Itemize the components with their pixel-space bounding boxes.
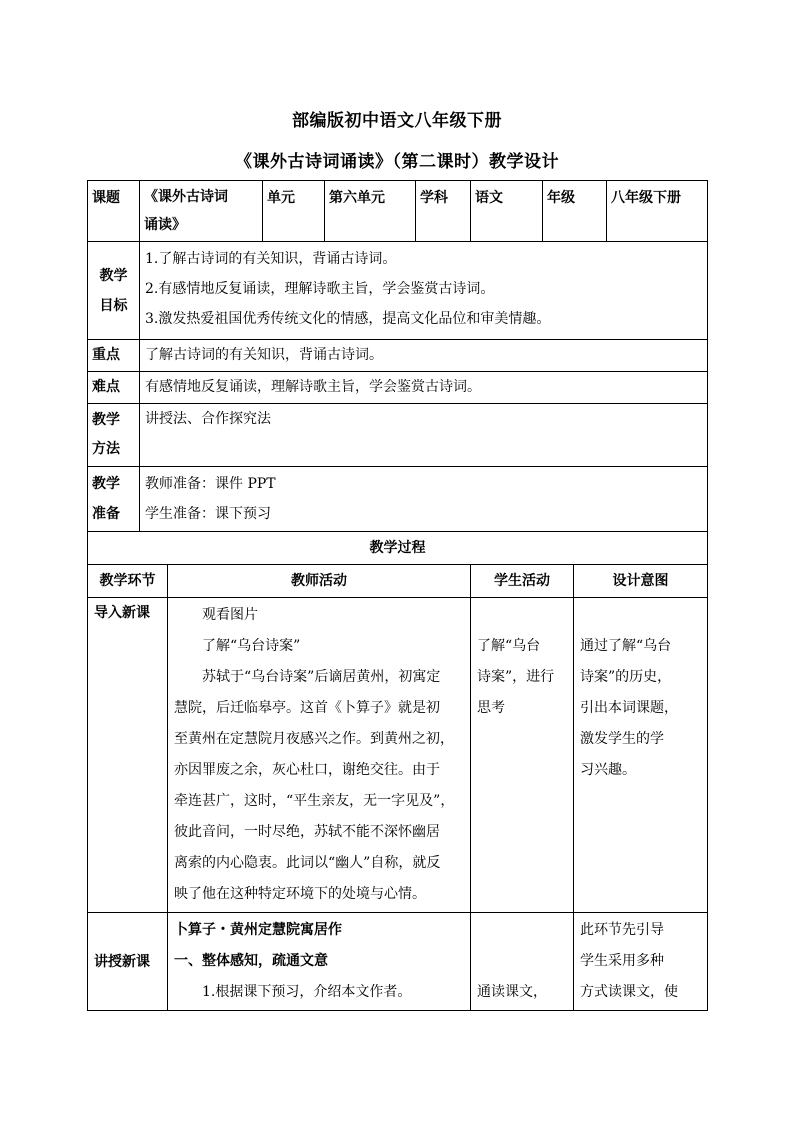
- key-point-label: 重点: [88, 340, 140, 372]
- process-column-header: [88, 565, 708, 598]
- process-heading: 教学过程: [88, 532, 708, 565]
- document-title: 部编版初中语文八年级下册: [292, 111, 502, 131]
- objective-item: 2.有感情地反复诵读，理解诗歌主旨，学会鉴赏古诗词。: [145, 281, 495, 297]
- unit-label: 单元: [263, 181, 325, 242]
- lesson-plan-table: [87, 180, 708, 1011]
- column-student-activity: 学生活动: [471, 565, 574, 598]
- lecture-student-activity: 通读课文，: [471, 913, 574, 1011]
- lecture-row: [88, 913, 708, 1011]
- intro-row: [88, 598, 708, 913]
- preparation-value: [140, 467, 708, 532]
- difficulty-value: 有感情地反复诵读，理解诗歌主旨，学会鉴赏古诗词。: [140, 372, 708, 404]
- column-teacher-activity: 教师活动: [168, 565, 471, 598]
- teacher-preparation: 教师准备：课件 PPT: [145, 476, 276, 492]
- process-heading-row: [88, 532, 708, 565]
- student-preparation: 学生准备：课下预习: [145, 506, 271, 522]
- method-label: 教学 方法: [88, 404, 140, 467]
- subject-value: 语文: [471, 181, 543, 242]
- column-stage: 教学环节: [88, 565, 168, 598]
- intro-student-activity: 了解“乌台 诗案”，进行 思考: [471, 598, 574, 913]
- preparation-label: 教学 准备: [88, 467, 140, 532]
- objective-item: 3.激发热爱祖国优秀传统文化的情感，提高文化品位和审美情趣。: [145, 311, 551, 327]
- method-row: [88, 404, 708, 467]
- subject-label: 学科: [416, 181, 471, 242]
- objectives-row: [88, 242, 708, 340]
- topic-label: 课题: [88, 181, 140, 242]
- lecture-design-intent: 此环节先引导 学生采用多种 方式读课文，使: [574, 913, 708, 1011]
- difficulty-label: 难点: [88, 372, 140, 404]
- document-subtitle: 《课外古诗词诵读》（第二课时）教学设计: [235, 152, 559, 172]
- intro-design-intent: 通过了解“乌台 诗案”的历史， 引出本词课题， 激发学生的学 习兴趣。: [574, 598, 708, 913]
- topic-value: 《课外古诗词 诵读》: [140, 181, 263, 242]
- column-design-intent: 设计意图: [574, 565, 708, 598]
- key-point-row: [88, 340, 708, 372]
- preparation-row: [88, 467, 708, 532]
- intro-stage: 导入新课: [88, 598, 168, 913]
- lecture-stage: 讲授新课: [88, 913, 168, 1011]
- objective-item: 1.了解古诗词的有关知识，背诵古诗词。: [145, 251, 397, 267]
- info-row: [88, 181, 708, 242]
- grade-value: 八年级下册: [607, 181, 708, 242]
- difficulty-row: [88, 372, 708, 404]
- grade-label: 年级: [543, 181, 607, 242]
- objectives-list: [140, 242, 708, 340]
- key-point-value: 了解古诗词的有关知识，背诵古诗词。: [140, 340, 708, 372]
- unit-value: 第六单元: [325, 181, 416, 242]
- method-value: 讲授法、合作探究法: [140, 404, 708, 467]
- intro-teacher-activity: 观看图片 了解“乌台诗案” 苏轼于“乌台诗案”后谪居黄州，初寓定 慧院，后迁临皋亭。这首《卜算子》就是初 至黄州在定慧院月夜感兴之作。到黄州之初， 亦因罪废之余，灰心杜口，谢绝交往。由于 牵连甚广，这时，“平生亲友，无一字见及”， 彼此音问，一时尽绝，苏轼不能不深怀幽居 离索的内心隐衷。此词以“幽人”自称，就反 映了他在这种特定环境下的处境与心情。: [168, 598, 471, 913]
- objectives-label: 教学 目标: [88, 242, 140, 340]
- lecture-teacher-activity: 卜算子・黄州定慧院寓居作 一、整体感知，疏通文意 1.根据课下预习，介绍本文作者。: [168, 913, 471, 1011]
